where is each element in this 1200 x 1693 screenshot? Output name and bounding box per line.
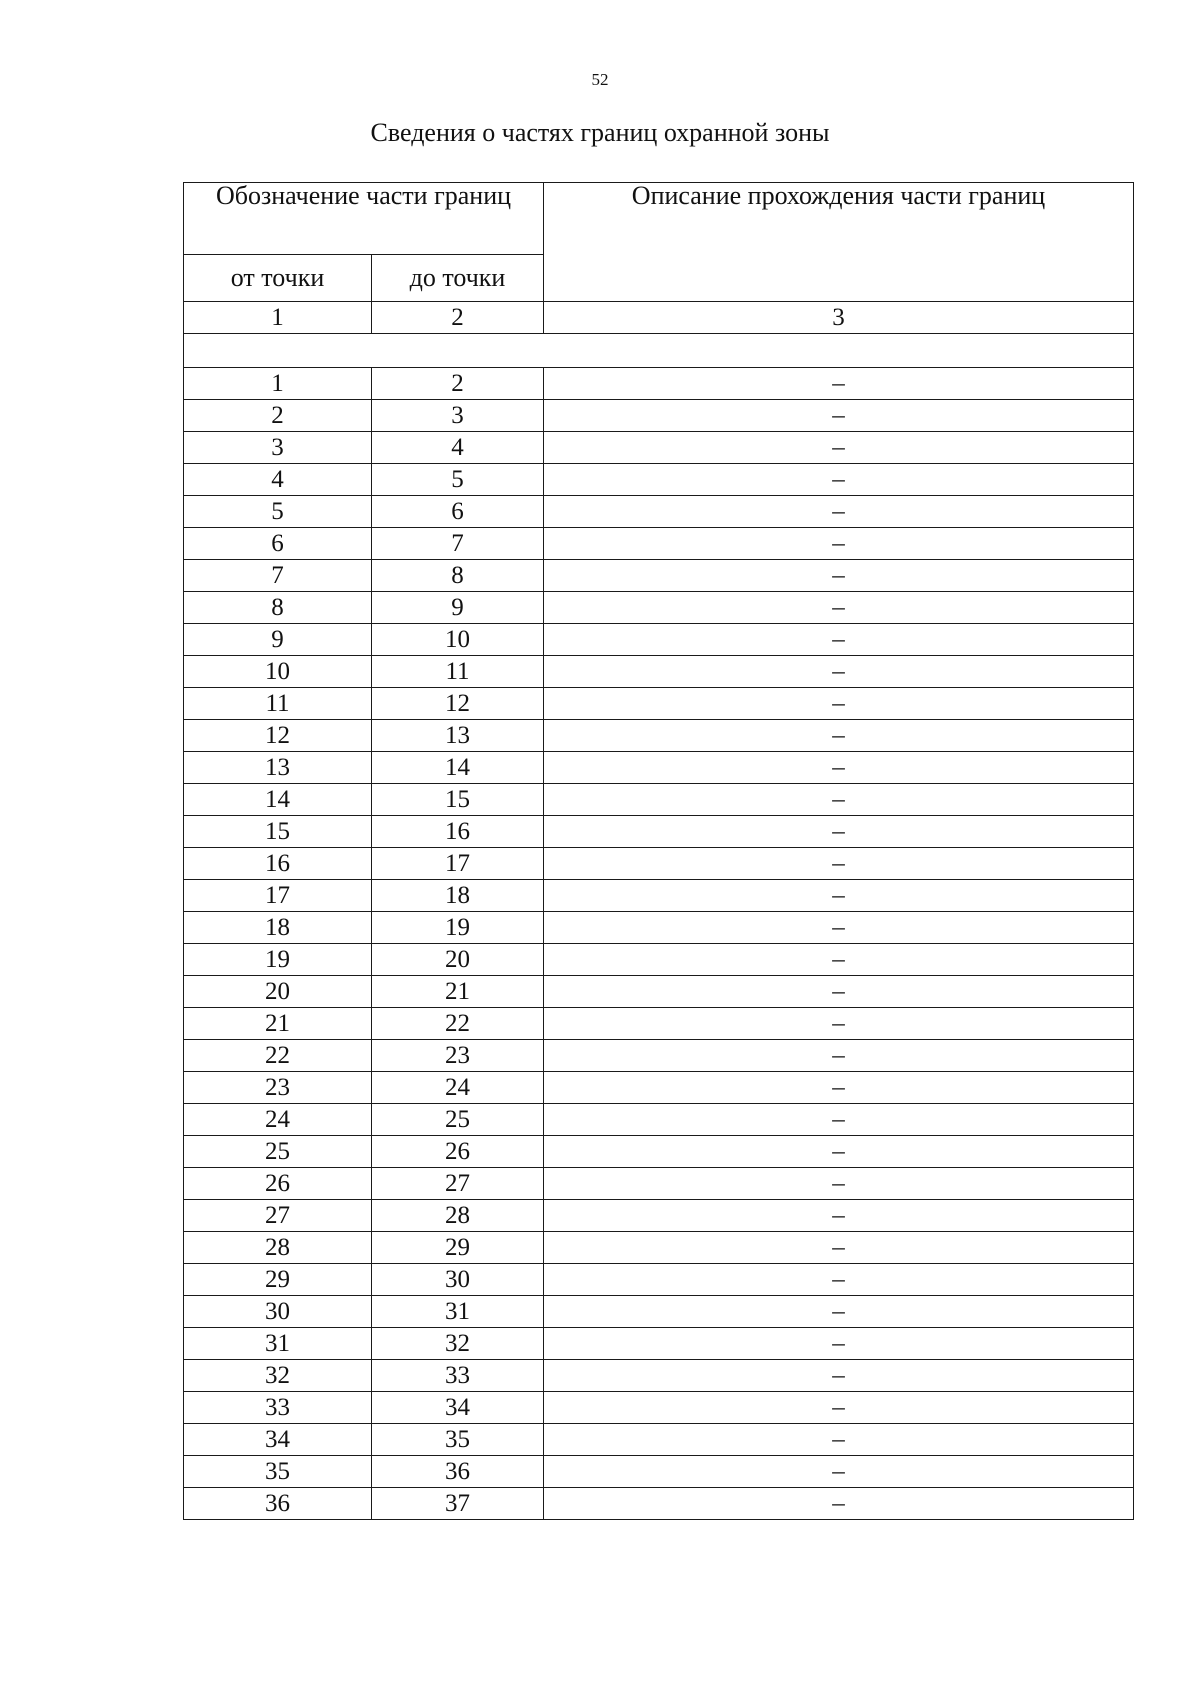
table-row [184,464,1134,496]
description-cell: – [544,656,1134,688]
table-row [184,1264,1134,1296]
to-point-cell: 20 [372,944,544,976]
to-point-cell: 35 [372,1424,544,1456]
table-row [184,624,1134,656]
to-point-cell: 33 [372,1360,544,1392]
from-point-cell: 15 [184,816,372,848]
table-row [184,1136,1134,1168]
description-cell: – [544,1200,1134,1232]
to-point-cell: 24 [372,1072,544,1104]
to-point-cell: 10 [372,624,544,656]
to-point-cell: 23 [372,1040,544,1072]
to-point-cell: 32 [372,1328,544,1360]
description-cell: – [544,1168,1134,1200]
description-cell: – [544,880,1134,912]
table-row [184,816,1134,848]
to-point-cell: 34 [372,1392,544,1424]
from-point-cell: 28 [184,1232,372,1264]
description-cell: – [544,400,1134,432]
column-number-row [184,302,1134,334]
table-row [184,1328,1134,1360]
table-row [184,1200,1134,1232]
description-cell: – [544,848,1134,880]
to-point-cell: 15 [372,784,544,816]
table-row [184,880,1134,912]
from-point-cell: 29 [184,1264,372,1296]
header-designation: Обозначение части границ [184,183,544,255]
description-cell: – [544,1328,1134,1360]
from-point-cell: 18 [184,912,372,944]
table-row [184,1360,1134,1392]
to-point-cell: 27 [372,1168,544,1200]
to-point-cell: 3 [372,400,544,432]
description-cell: – [544,784,1134,816]
from-point-cell: 35 [184,1456,372,1488]
to-point-cell: 9 [372,592,544,624]
description-cell: – [544,944,1134,976]
table-row [184,1424,1134,1456]
description-cell: – [544,816,1134,848]
to-point-cell: 2 [372,368,544,400]
from-point-cell: 10 [184,656,372,688]
description-cell: – [544,1456,1134,1488]
table-row [184,1296,1134,1328]
description-cell: – [544,1040,1134,1072]
from-point-cell: 21 [184,1008,372,1040]
from-point-cell: 24 [184,1104,372,1136]
table-row [184,560,1134,592]
from-point-cell: 31 [184,1328,372,1360]
from-point-cell: 9 [184,624,372,656]
header-to-point: до точки [372,255,544,302]
table-row [184,496,1134,528]
from-point-cell: 6 [184,528,372,560]
description-cell: – [544,560,1134,592]
to-point-cell: 28 [372,1200,544,1232]
table-row [184,432,1134,464]
table-row [184,688,1134,720]
from-point-cell: 1 [184,368,372,400]
description-cell: – [544,1360,1134,1392]
from-point-cell: 25 [184,1136,372,1168]
description-cell: – [544,1008,1134,1040]
from-point-cell: 34 [184,1424,372,1456]
from-point-cell: 16 [184,848,372,880]
table-row [184,1392,1134,1424]
description-cell: – [544,1296,1134,1328]
from-point-cell: 2 [184,400,372,432]
description-cell: – [544,1264,1134,1296]
description-cell: – [544,464,1134,496]
table-row [184,1008,1134,1040]
from-point-cell: 30 [184,1296,372,1328]
section-separator-row [184,334,1134,368]
to-point-cell: 8 [372,560,544,592]
table-row [184,1488,1134,1520]
from-point-cell: 4 [184,464,372,496]
description-cell: – [544,752,1134,784]
description-cell: – [544,592,1134,624]
description-cell: – [544,1136,1134,1168]
from-point-cell: 13 [184,752,372,784]
description-cell: – [544,1104,1134,1136]
from-point-cell: 7 [184,560,372,592]
column-number-3: 3 [544,302,1134,334]
to-point-cell: 22 [372,1008,544,1040]
table-row [184,1232,1134,1264]
description-cell: – [544,1392,1134,1424]
description-cell: – [544,688,1134,720]
to-point-cell: 37 [372,1488,544,1520]
to-point-cell: 12 [372,688,544,720]
to-point-cell: 11 [372,656,544,688]
table-row [184,1104,1134,1136]
to-point-cell: 4 [372,432,544,464]
to-point-cell: 7 [372,528,544,560]
to-point-cell: 17 [372,848,544,880]
from-point-cell: 32 [184,1360,372,1392]
boundary-parts-table [183,182,1134,1520]
to-point-cell: 25 [372,1104,544,1136]
page-number: 52 [591,70,609,89]
from-point-cell: 26 [184,1168,372,1200]
column-number-1: 1 [184,302,372,334]
from-point-cell: 3 [184,432,372,464]
description-cell: – [544,432,1134,464]
from-point-cell: 23 [184,1072,372,1104]
from-point-cell: 19 [184,944,372,976]
from-point-cell: 33 [184,1392,372,1424]
table-row [184,400,1134,432]
table-row [184,528,1134,560]
to-point-cell: 21 [372,976,544,1008]
to-point-cell: 13 [372,720,544,752]
to-point-cell: 26 [372,1136,544,1168]
to-point-cell: 14 [372,752,544,784]
table-row [184,1456,1134,1488]
description-cell: – [544,368,1134,400]
table-row [184,912,1134,944]
to-point-cell: 30 [372,1264,544,1296]
to-point-cell: 29 [372,1232,544,1264]
table-row [184,944,1134,976]
description-cell: – [544,976,1134,1008]
description-cell: – [544,1488,1134,1520]
table-row [184,656,1134,688]
table-row [184,752,1134,784]
description-cell: – [544,496,1134,528]
from-point-cell: 27 [184,1200,372,1232]
to-point-cell: 31 [372,1296,544,1328]
table-row [184,848,1134,880]
from-point-cell: 36 [184,1488,372,1520]
from-point-cell: 5 [184,496,372,528]
from-point-cell: 14 [184,784,372,816]
column-number-2: 2 [372,302,544,334]
to-point-cell: 18 [372,880,544,912]
description-cell: – [544,528,1134,560]
from-point-cell: 11 [184,688,372,720]
description-cell: – [544,912,1134,944]
to-point-cell: 5 [372,464,544,496]
table-row [184,1168,1134,1200]
table-row [184,976,1134,1008]
to-point-cell: 36 [372,1456,544,1488]
to-point-cell: 6 [372,496,544,528]
table-row [184,720,1134,752]
header-from-point: от точки [184,255,372,302]
table-row [184,784,1134,816]
description-cell: – [544,1232,1134,1264]
from-point-cell: 12 [184,720,372,752]
to-point-cell: 19 [372,912,544,944]
page-title: Сведения о частях границ охранной зоны [370,118,830,147]
table-row [184,1072,1134,1104]
from-point-cell: 20 [184,976,372,1008]
description-cell: – [544,624,1134,656]
table-row [184,1040,1134,1072]
description-cell: – [544,1424,1134,1456]
header-description: Описание прохождения части границ [544,183,1134,302]
description-cell: – [544,1072,1134,1104]
section-separator-cell [184,334,1134,368]
to-point-cell: 16 [372,816,544,848]
table-row [184,592,1134,624]
table-row [184,368,1134,400]
description-cell: – [544,720,1134,752]
from-point-cell: 22 [184,1040,372,1072]
from-point-cell: 17 [184,880,372,912]
table-body [184,302,1134,1520]
from-point-cell: 8 [184,592,372,624]
